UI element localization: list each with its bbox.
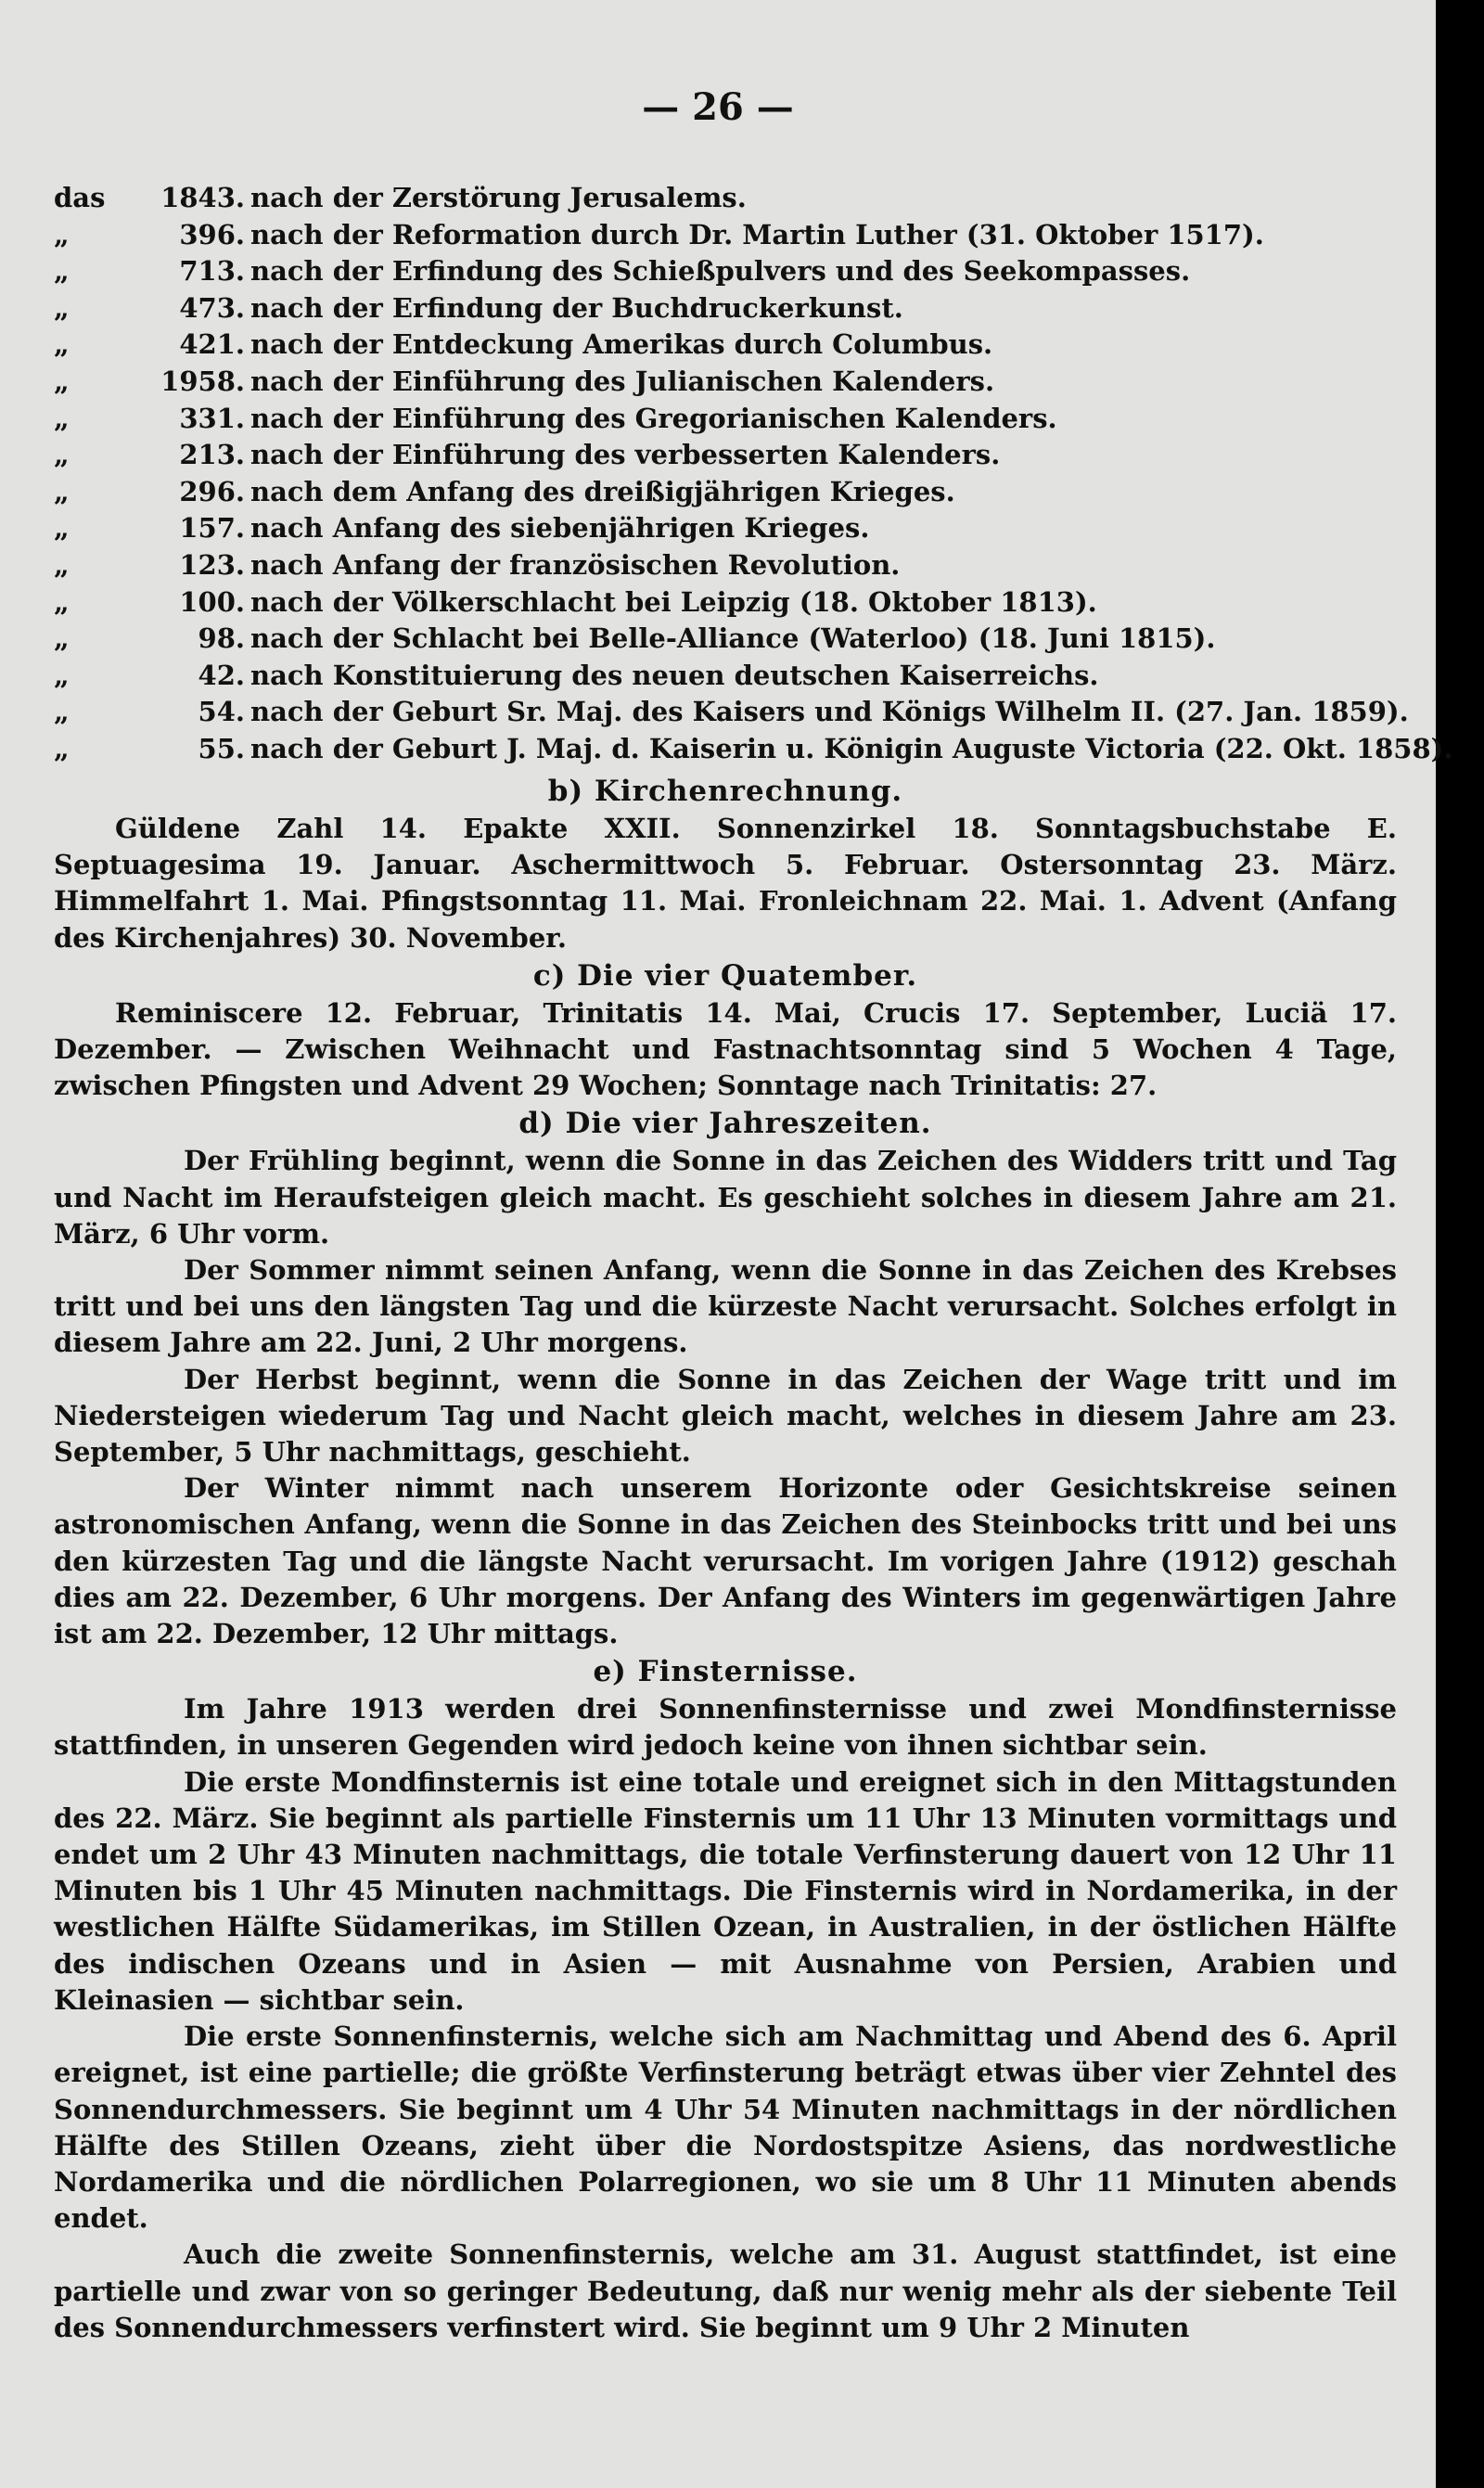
- era-row: [54, 622, 1408, 660]
- era-event: nach dem Anfang des dreißigjährigen Krieges.: [250, 475, 955, 507]
- era-prefix: „: [54, 475, 70, 507]
- era-event: nach der Erfindung der Buchdruckerkunst.: [250, 291, 903, 324]
- heading-jahreszeiten: d) Die vier Jahreszeiten.: [518, 1107, 932, 1141]
- era-prefix: „: [54, 328, 70, 361]
- era-event: nach der Schlacht bei Belle-Alliance (Waterloo) (18. Juni 1815).: [250, 622, 1216, 655]
- era-row: [54, 366, 1408, 403]
- paragraph-sonnenfinsternis-2: Auch die zweite Sonnenfinsternis, welche am 31. August stattfindet, ist eine partielle und zwar von so geringer Bedeutung, daß nur wenig mehr als der siebente Teil des Sonnendurchmessers verfinstert wird. Sie beginnt um 9 Uhr 2 Minuten: [54, 2238, 1397, 2343]
- era-prefix: „: [54, 365, 70, 397]
- era-years: 396.: [179, 218, 245, 250]
- era-row: [54, 403, 1408, 440]
- era-event: nach Anfang des siebenjährigen Krieges.: [250, 512, 870, 545]
- era-row: [54, 512, 1408, 549]
- era-event: nach Konstituierung des neuen deutschen Kaiserreichs.: [250, 659, 1099, 691]
- era-row: [54, 660, 1408, 697]
- era-row: [54, 439, 1408, 476]
- era-prefix: „: [54, 255, 70, 288]
- era-event: nach der Einführung des verbesserten Kalenders.: [250, 439, 1001, 471]
- era-prefix: das: [54, 182, 106, 213]
- paragraph-winter: Der Winter nimmt nach unserem Horizonte oder Gesichtskreise seinen astronomischen Anfang, wenn die Sonne in das Zeichen des Steinbocks tritt und bei uns den kürzesten Tag und die längste Nacht verursacht. Im vorigen Jahre (1912) geschah dies am 22. Dezember, 6 Uhr morgens. Der Anfang des Winters im gegenwärtigen Jahre ist am 22. Dezember, 12 Uhr mittags.: [54, 1472, 1397, 1650]
- era-years: 157.: [179, 512, 245, 545]
- era-event: nach der Einführung des Gregorianischen Kalenders.: [250, 402, 1057, 434]
- era-event: nach der Zerstörung Jerusalems.: [250, 182, 747, 213]
- era-prefix: „: [54, 218, 70, 250]
- era-row: [54, 255, 1408, 292]
- era-prefix: „: [54, 512, 70, 545]
- era-prefix: „: [54, 291, 70, 324]
- era-event: nach der Erfindung des Schießpulvers und des Seekompasses.: [250, 255, 1191, 288]
- heading-kirchenrechnung: b) Kirchenrechnung.: [547, 775, 903, 808]
- paragraph-herbst: Der Herbst beginnt, wenn die Sonne in das Zeichen der Wage tritt und im Niedersteigen wiederum Tag und Nacht gleich macht, welches in diesem Jahre am 23. September, 5 Uhr nachmittags, geschieht.: [54, 1363, 1397, 1468]
- page-number: — 26 —: [642, 85, 794, 129]
- era-years: 55.: [198, 732, 245, 764]
- era-event: nach der Völkerschlacht bei Leipzig (18. Oktober 1813).: [250, 585, 1097, 618]
- era-list: [54, 182, 1453, 770]
- era-prefix: „: [54, 622, 70, 655]
- paragraph-finsternisse-intro: Im Jahre 1913 werden drei Sonnenfinsternisse und zwei Mondfinsternisse stattfinden, in unseren Gegenden wird jedoch keine von ihnen sichtbar sein.: [54, 1693, 1397, 1762]
- paragraph-mondfinsternis: Die erste Mondfinsternis ist eine totale und ereignet sich in den Mittagstunden des 22. März. Sie beginnt als partielle Finsternis um 11 Uhr 13 Minuten vormittags und endet um 2 Uhr 43 Minuten nachmittags, die totale Verfinsterung dauert von 12 Uhr 11 Minuten bis 1 Uhr 45 Minuten nachmittags. Die Finsternis wird in Nordamerika, in der westlichen Hälfte Südamerikas, im Stillen Ozean, in Australien, in der östlichen Hälfte des indischen Ozeans und in Asien — mit Ausnahme von Persien, Arabien und Kleinasien — sichtbar sein.: [54, 1765, 1397, 2016]
- heading-quatember: c) Die vier Quatember.: [532, 958, 918, 993]
- era-row: [54, 182, 1408, 219]
- era-years: 123.: [179, 548, 245, 581]
- era-years: 42.: [198, 659, 245, 691]
- era-prefix: „: [54, 585, 70, 618]
- era-row: [54, 328, 1408, 366]
- era-row: [54, 696, 1408, 733]
- era-prefix: „: [54, 548, 70, 581]
- era-prefix: „: [54, 696, 70, 728]
- era-years: 98.: [198, 622, 245, 655]
- era-prefix: „: [54, 439, 70, 471]
- era-years: 1843.: [160, 182, 245, 213]
- paragraph-sommer: Der Sommer nimmt seinen Anfang, wenn die Sonne in das Zeichen des Krebses tritt und bei uns den längsten Tag und die kürzeste Nacht verursacht. Solches erfolgt in diesem Jahre am 22. Juni, 2 Uhr morgens.: [54, 1254, 1397, 1359]
- era-row: [54, 732, 1453, 770]
- era-years: 54.: [198, 696, 245, 728]
- era-row: [54, 219, 1408, 256]
- era-years: 100.: [179, 585, 245, 618]
- era-years: 713.: [179, 255, 245, 288]
- era-row: [54, 476, 1408, 513]
- paragraph-sonnenfinsternis-1: Die erste Sonnenfinsternis, welche sich am Nachmittag und Abend des 6. April ereignet, ist eine partielle; die größte Verfinsterung beträgt etwas über vier Zehntel des Sonnendurchmessers. Sie beginnt um 4 Uhr 54 Minuten nachmittags in der nördlichen Hälfte des Stillen Ozeans, zieht über die Nordostspitze Asiens, das nordwestliche Nordamerika und die nördlichen Polarregionen, wo sie um 8 Uhr 11 Minuten abends endet.: [54, 2020, 1397, 2235]
- era-years: 296.: [179, 475, 245, 507]
- paragraph-kirchenrechnung: Güldene Zahl 14. Epakte XXII. Sonnenzirkel 18. Sonntagsbuchstabe E. Septuagesima 19. Januar. Aschermittwoch 5. Februar. Ostersonntag 23. März. Himmelfahrt 1. Mai. Pfingstsonntag 11. Mai. Fronleichnam 22. Mai. 1. Advent (Anfang des Kirchenjahres) 30. November.: [54, 813, 1397, 954]
- era-years: 421.: [179, 328, 245, 361]
- page-content: [54, 772, 1397, 2346]
- paragraph-fruehling: Der Frühling beginnt, wenn die Sonne in das Zeichen des Widders tritt und Tag und Nacht im Heraufsteigen gleich macht. Es geschieht solches in diesem Jahre am 21. März, 6 Uhr vorm.: [54, 1145, 1397, 1250]
- era-prefix: „: [54, 732, 70, 764]
- era-row: [54, 586, 1408, 623]
- era-prefix: „: [54, 402, 70, 434]
- era-row: [54, 292, 1408, 329]
- era-event: nach der Entdeckung Amerikas durch Columbus.: [250, 328, 993, 361]
- era-event: nach der Reformation durch Dr. Martin Luther (31. Oktober 1517).: [250, 218, 1264, 250]
- era-prefix: „: [54, 659, 70, 691]
- era-years: 473.: [179, 291, 245, 324]
- paragraph-quatember: Reminiscere 12. Februar, Trinitatis 14. Mai, Crucis 17. September, Luciä 17. Dezember. — Zwischen Weihnacht und Fastnachtsonntag sind 5 Wochen 4 Tage, zwischen Pfingsten und Advent 29 Wochen; Sonntage nach Trinitatis: 27.: [54, 996, 1397, 1102]
- era-years: 213.: [179, 439, 245, 471]
- era-event: nach der Geburt J. Maj. d. Kaiserin u. Königin Auguste Victoria (22. Okt. 1858).: [250, 732, 1453, 764]
- era-event: nach der Einführung des Julianischen Kalenders.: [250, 365, 995, 397]
- heading-finsternisse: e) Finsternisse.: [593, 1655, 858, 1689]
- era-event: nach der Geburt Sr. Maj. des Kaisers und Königs Wilhelm II. (27. Jan. 1859).: [250, 696, 1409, 728]
- era-years: 331.: [179, 402, 245, 434]
- era-row: [54, 549, 1408, 586]
- era-event: nach Anfang der französischen Revolution.: [250, 548, 901, 581]
- era-years: 1958.: [160, 365, 245, 397]
